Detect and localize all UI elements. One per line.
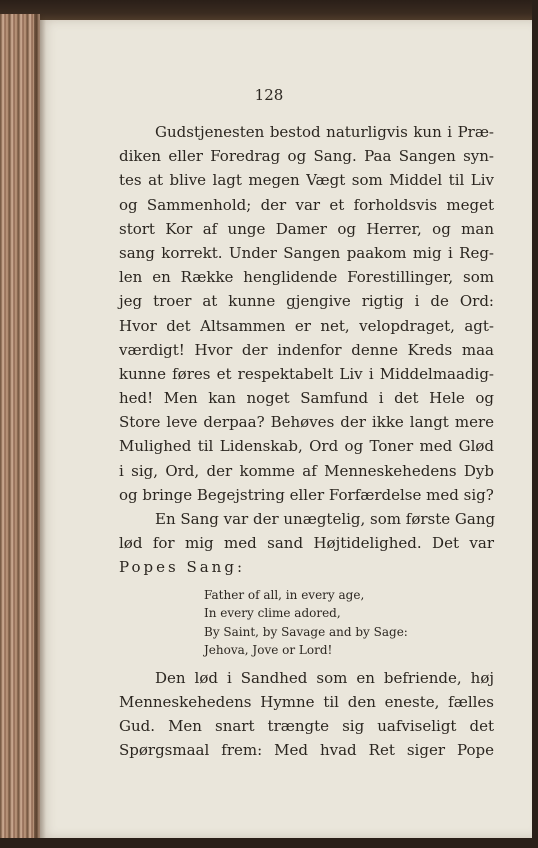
text-line: tes at blive lagt megen Vægt som Middel til Liv — [119, 171, 494, 190]
verse-line: Father of all, in every age, — [204, 587, 365, 602]
text-line: Menneskehedens Hymne til den eneste, fælles — [119, 692, 494, 711]
text-line: og bringe Begejstring eller Forfærdelse med sig? — [119, 485, 494, 504]
paragraph-2 — [119, 507, 494, 580]
text-line: i sig, Ord, der komme af Menneskehedens Dyb — [119, 461, 494, 480]
text-line: sang korrekt. Under Sangen paakom mig i Reg- — [119, 243, 494, 262]
page-text — [119, 120, 494, 762]
text-line: Hvor det Altsammen er net, velopdraget, agt- — [119, 316, 494, 335]
verse-line: Jehova, Jove or Lord! — [204, 643, 333, 658]
text-line: Spørgsmaal frem: Med hvad Ret siger Pope — [119, 741, 494, 760]
verse-line: By Saint, by Savage and by Sage: — [204, 624, 408, 639]
text-line: Gud. Men snart trængte sig uafviseligt det — [119, 716, 494, 735]
text-line: len en Række henglidende Forestillinger, som — [119, 268, 494, 287]
text-line: Den lød i Sandhed som en befriende, høj — [155, 668, 494, 687]
gutter-shadow — [34, 14, 46, 848]
text-line: stort Kor af unge Damer og Herrer, og man — [119, 219, 494, 238]
text-line: hed! Men kan noget Samfund i det Hele og — [119, 389, 494, 408]
text-line: Store leve derpaa? Behøves der ikke langt mere — [119, 413, 494, 432]
text-line: kunne føres et respektabelt Liv i Middelmaadig- — [119, 364, 494, 383]
book-top-edge — [0, 0, 538, 22]
text-line: En Sang var der unægtelig, som første Gang — [155, 510, 496, 528]
paragraph-1 — [119, 120, 494, 507]
book-bottom-edge — [0, 838, 538, 848]
text-line: lød for mig med sand Højtidelighed. Det var — [119, 534, 494, 553]
text-line: diken eller Foredrag og Sang. Paa Sangen syn- — [119, 147, 494, 166]
paragraph-3 — [119, 666, 494, 763]
verse-line: In every clime adored, — [204, 606, 341, 621]
text-line: jeg troer at kunne gjengive rigtig i de Ord: — [119, 292, 494, 311]
text-line: og Sammenhold; der var et forholdsvis meget — [119, 195, 494, 214]
book-right-edge — [532, 0, 538, 848]
verse-quote — [119, 580, 494, 666]
text-line: værdigt! Hvor der indenfor denne Kreds maa — [119, 340, 494, 359]
text-line: Mulighed til Lidenskab, Ord og Toner med Glød — [119, 437, 494, 456]
text-line: Gudstjenesten bestod naturligvis kun i Præ- — [155, 123, 494, 141]
text-line: Popes Sang: — [119, 558, 245, 577]
page-number: 128 — [254, 86, 284, 104]
